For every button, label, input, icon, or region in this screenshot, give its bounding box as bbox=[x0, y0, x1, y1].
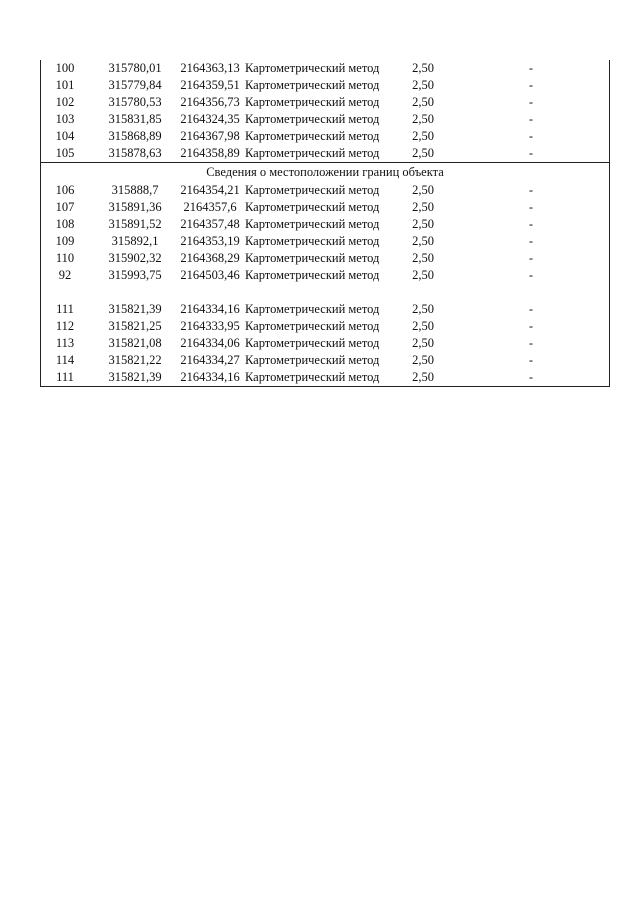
method-cell: Картометрический метод bbox=[245, 200, 380, 214]
dash-cell: - bbox=[528, 319, 534, 333]
method-cell: Картометрический метод bbox=[245, 78, 380, 92]
method-cell: Картометрический метод bbox=[245, 268, 380, 282]
dash-cell: - bbox=[528, 234, 534, 248]
point-id-cell: 111 bbox=[56, 302, 74, 316]
dash-cell: - bbox=[528, 217, 534, 231]
point-id-cell: 107 bbox=[55, 200, 75, 214]
x-coordinate-cell: 315780,53 bbox=[108, 95, 162, 109]
dash-cell: - bbox=[528, 302, 534, 316]
table-row bbox=[41, 60, 609, 77]
x-coordinate-cell: 315888,7 bbox=[111, 183, 159, 197]
dash-cell: - bbox=[528, 336, 534, 350]
dash-cell: - bbox=[528, 268, 534, 282]
accuracy-cell: 2,50 bbox=[412, 302, 434, 316]
method-cell: Картометрический метод bbox=[245, 370, 380, 384]
accuracy-cell: 2,50 bbox=[412, 217, 434, 231]
table-row bbox=[41, 94, 609, 111]
y-coordinate-cell: 2164354,21 bbox=[180, 183, 240, 197]
table-row bbox=[41, 318, 609, 335]
accuracy-cell: 2,50 bbox=[412, 353, 434, 367]
table-row bbox=[41, 250, 609, 267]
point-id-cell: 103 bbox=[55, 112, 75, 126]
table-group-1 bbox=[41, 60, 609, 162]
y-coordinate-cell: 2164359,51 bbox=[180, 78, 240, 92]
point-id-cell: 114 bbox=[55, 353, 75, 367]
method-cell: Картометрический метод bbox=[245, 302, 380, 316]
table-group-3 bbox=[41, 301, 609, 386]
table-row bbox=[41, 267, 609, 284]
dash-cell: - bbox=[528, 183, 534, 197]
method-cell: Картометрический метод bbox=[245, 183, 380, 197]
y-coordinate-cell: 2164334,16 bbox=[180, 370, 240, 384]
method-cell: Картометрический метод bbox=[245, 112, 380, 126]
method-cell: Картометрический метод bbox=[245, 234, 380, 248]
table-row bbox=[41, 128, 609, 145]
accuracy-cell: 2,50 bbox=[412, 95, 434, 109]
method-cell: Картометрический метод bbox=[245, 336, 380, 350]
method-cell: Картометрический метод bbox=[245, 319, 380, 333]
y-coordinate-cell: 2164357,6 bbox=[183, 200, 237, 214]
table-group-2 bbox=[41, 182, 609, 284]
accuracy-cell: 2,50 bbox=[412, 183, 434, 197]
method-cell: Картометрический метод bbox=[245, 217, 380, 231]
point-id-cell: 101 bbox=[55, 78, 75, 92]
table-row bbox=[41, 352, 609, 369]
x-coordinate-cell: 315891,36 bbox=[108, 200, 162, 214]
x-coordinate-cell: 315868,89 bbox=[108, 129, 162, 143]
dash-cell: - bbox=[528, 370, 534, 384]
point-id-cell: 92 bbox=[58, 268, 72, 282]
table-row bbox=[41, 369, 609, 386]
x-coordinate-cell: 315902,32 bbox=[108, 251, 162, 265]
x-coordinate-cell: 315780,01 bbox=[108, 61, 162, 75]
dash-cell: - bbox=[528, 78, 534, 92]
x-coordinate-cell: 315878,63 bbox=[108, 146, 162, 160]
table-row bbox=[41, 216, 609, 233]
x-coordinate-cell: 315821,08 bbox=[108, 336, 162, 350]
method-cell: Картометрический метод bbox=[245, 129, 380, 143]
x-coordinate-cell: 315821,39 bbox=[108, 302, 162, 316]
point-id-cell: 104 bbox=[55, 129, 75, 143]
accuracy-cell: 2,50 bbox=[412, 251, 434, 265]
accuracy-cell: 2,50 bbox=[412, 319, 434, 333]
accuracy-cell: 2,50 bbox=[412, 370, 434, 384]
empty-row bbox=[41, 284, 609, 301]
x-coordinate-cell: 315779,84 bbox=[108, 78, 162, 92]
y-coordinate-cell: 2164503,46 bbox=[180, 268, 240, 282]
point-id-cell: 102 bbox=[55, 95, 75, 109]
x-coordinate-cell: 315891,52 bbox=[108, 217, 162, 231]
method-cell: Картометрический метод bbox=[245, 353, 380, 367]
y-coordinate-cell: 2164358,89 bbox=[180, 146, 240, 160]
table-row bbox=[41, 145, 609, 162]
method-cell: Картометрический метод bbox=[245, 61, 380, 75]
x-coordinate-cell: 315993,75 bbox=[108, 268, 162, 282]
dash-cell: - bbox=[528, 112, 534, 126]
dash-cell: - bbox=[528, 251, 534, 265]
point-id-cell: 110 bbox=[55, 251, 75, 265]
dash-cell: - bbox=[528, 129, 534, 143]
point-id-cell: 113 bbox=[55, 336, 75, 350]
x-coordinate-cell: 315821,22 bbox=[108, 353, 162, 367]
point-id-cell: 100 bbox=[55, 61, 75, 75]
dash-cell: - bbox=[528, 200, 534, 214]
table-row bbox=[41, 77, 609, 94]
section-header-row bbox=[41, 162, 609, 182]
y-coordinate-cell: 2164368,29 bbox=[180, 251, 240, 265]
y-coordinate-cell: 2164357,48 bbox=[180, 217, 240, 231]
x-coordinate-cell: 315821,39 bbox=[108, 370, 162, 384]
accuracy-cell: 2,50 bbox=[412, 112, 434, 126]
point-id-cell: 105 bbox=[55, 146, 75, 160]
method-cell: Картометрический метод bbox=[245, 146, 380, 160]
dash-cell: - bbox=[528, 353, 534, 367]
dash-cell: - bbox=[528, 95, 534, 109]
x-coordinate-cell: 315831,85 bbox=[108, 112, 162, 126]
y-coordinate-cell: 2164353,19 bbox=[180, 234, 240, 248]
table-row bbox=[41, 335, 609, 352]
table-row bbox=[41, 233, 609, 250]
accuracy-cell: 2,50 bbox=[412, 200, 434, 214]
accuracy-cell: 2,50 bbox=[412, 129, 434, 143]
x-coordinate-cell: 315821,25 bbox=[108, 319, 162, 333]
table-row bbox=[41, 111, 609, 128]
method-cell: Картометрический метод bbox=[245, 251, 380, 265]
y-coordinate-cell: 2164334,06 bbox=[180, 336, 240, 350]
point-id-cell: 106 bbox=[55, 183, 75, 197]
point-id-cell: 108 bbox=[55, 217, 75, 231]
accuracy-cell: 2,50 bbox=[412, 146, 434, 160]
y-coordinate-cell: 2164334,16 bbox=[180, 302, 240, 316]
y-coordinate-cell: 2164334,27 bbox=[180, 353, 240, 367]
table-row bbox=[41, 301, 609, 318]
table-row bbox=[41, 182, 609, 199]
y-coordinate-cell: 2164367,98 bbox=[180, 129, 240, 143]
y-coordinate-cell: 2164356,73 bbox=[180, 95, 240, 109]
point-id-cell: 111 bbox=[56, 370, 74, 384]
table-row bbox=[41, 199, 609, 216]
coordinates-table bbox=[40, 60, 610, 387]
accuracy-cell: 2,50 bbox=[412, 336, 434, 350]
accuracy-cell: 2,50 bbox=[412, 61, 434, 75]
point-id-cell: 109 bbox=[55, 234, 75, 248]
accuracy-cell: 2,50 bbox=[412, 78, 434, 92]
accuracy-cell: 2,50 bbox=[412, 234, 434, 248]
dash-cell: - bbox=[528, 146, 534, 160]
y-coordinate-cell: 2164333,95 bbox=[180, 319, 240, 333]
section-title: Сведения о местоположении границ объекта bbox=[206, 165, 444, 179]
point-id-cell: 112 bbox=[55, 319, 75, 333]
x-coordinate-cell: 315892,1 bbox=[111, 234, 159, 248]
y-coordinate-cell: 2164324,35 bbox=[180, 112, 240, 126]
accuracy-cell: 2,50 bbox=[412, 268, 434, 282]
dash-cell: - bbox=[528, 61, 534, 75]
method-cell: Картометрический метод bbox=[245, 95, 380, 109]
y-coordinate-cell: 2164363,13 bbox=[180, 61, 240, 75]
